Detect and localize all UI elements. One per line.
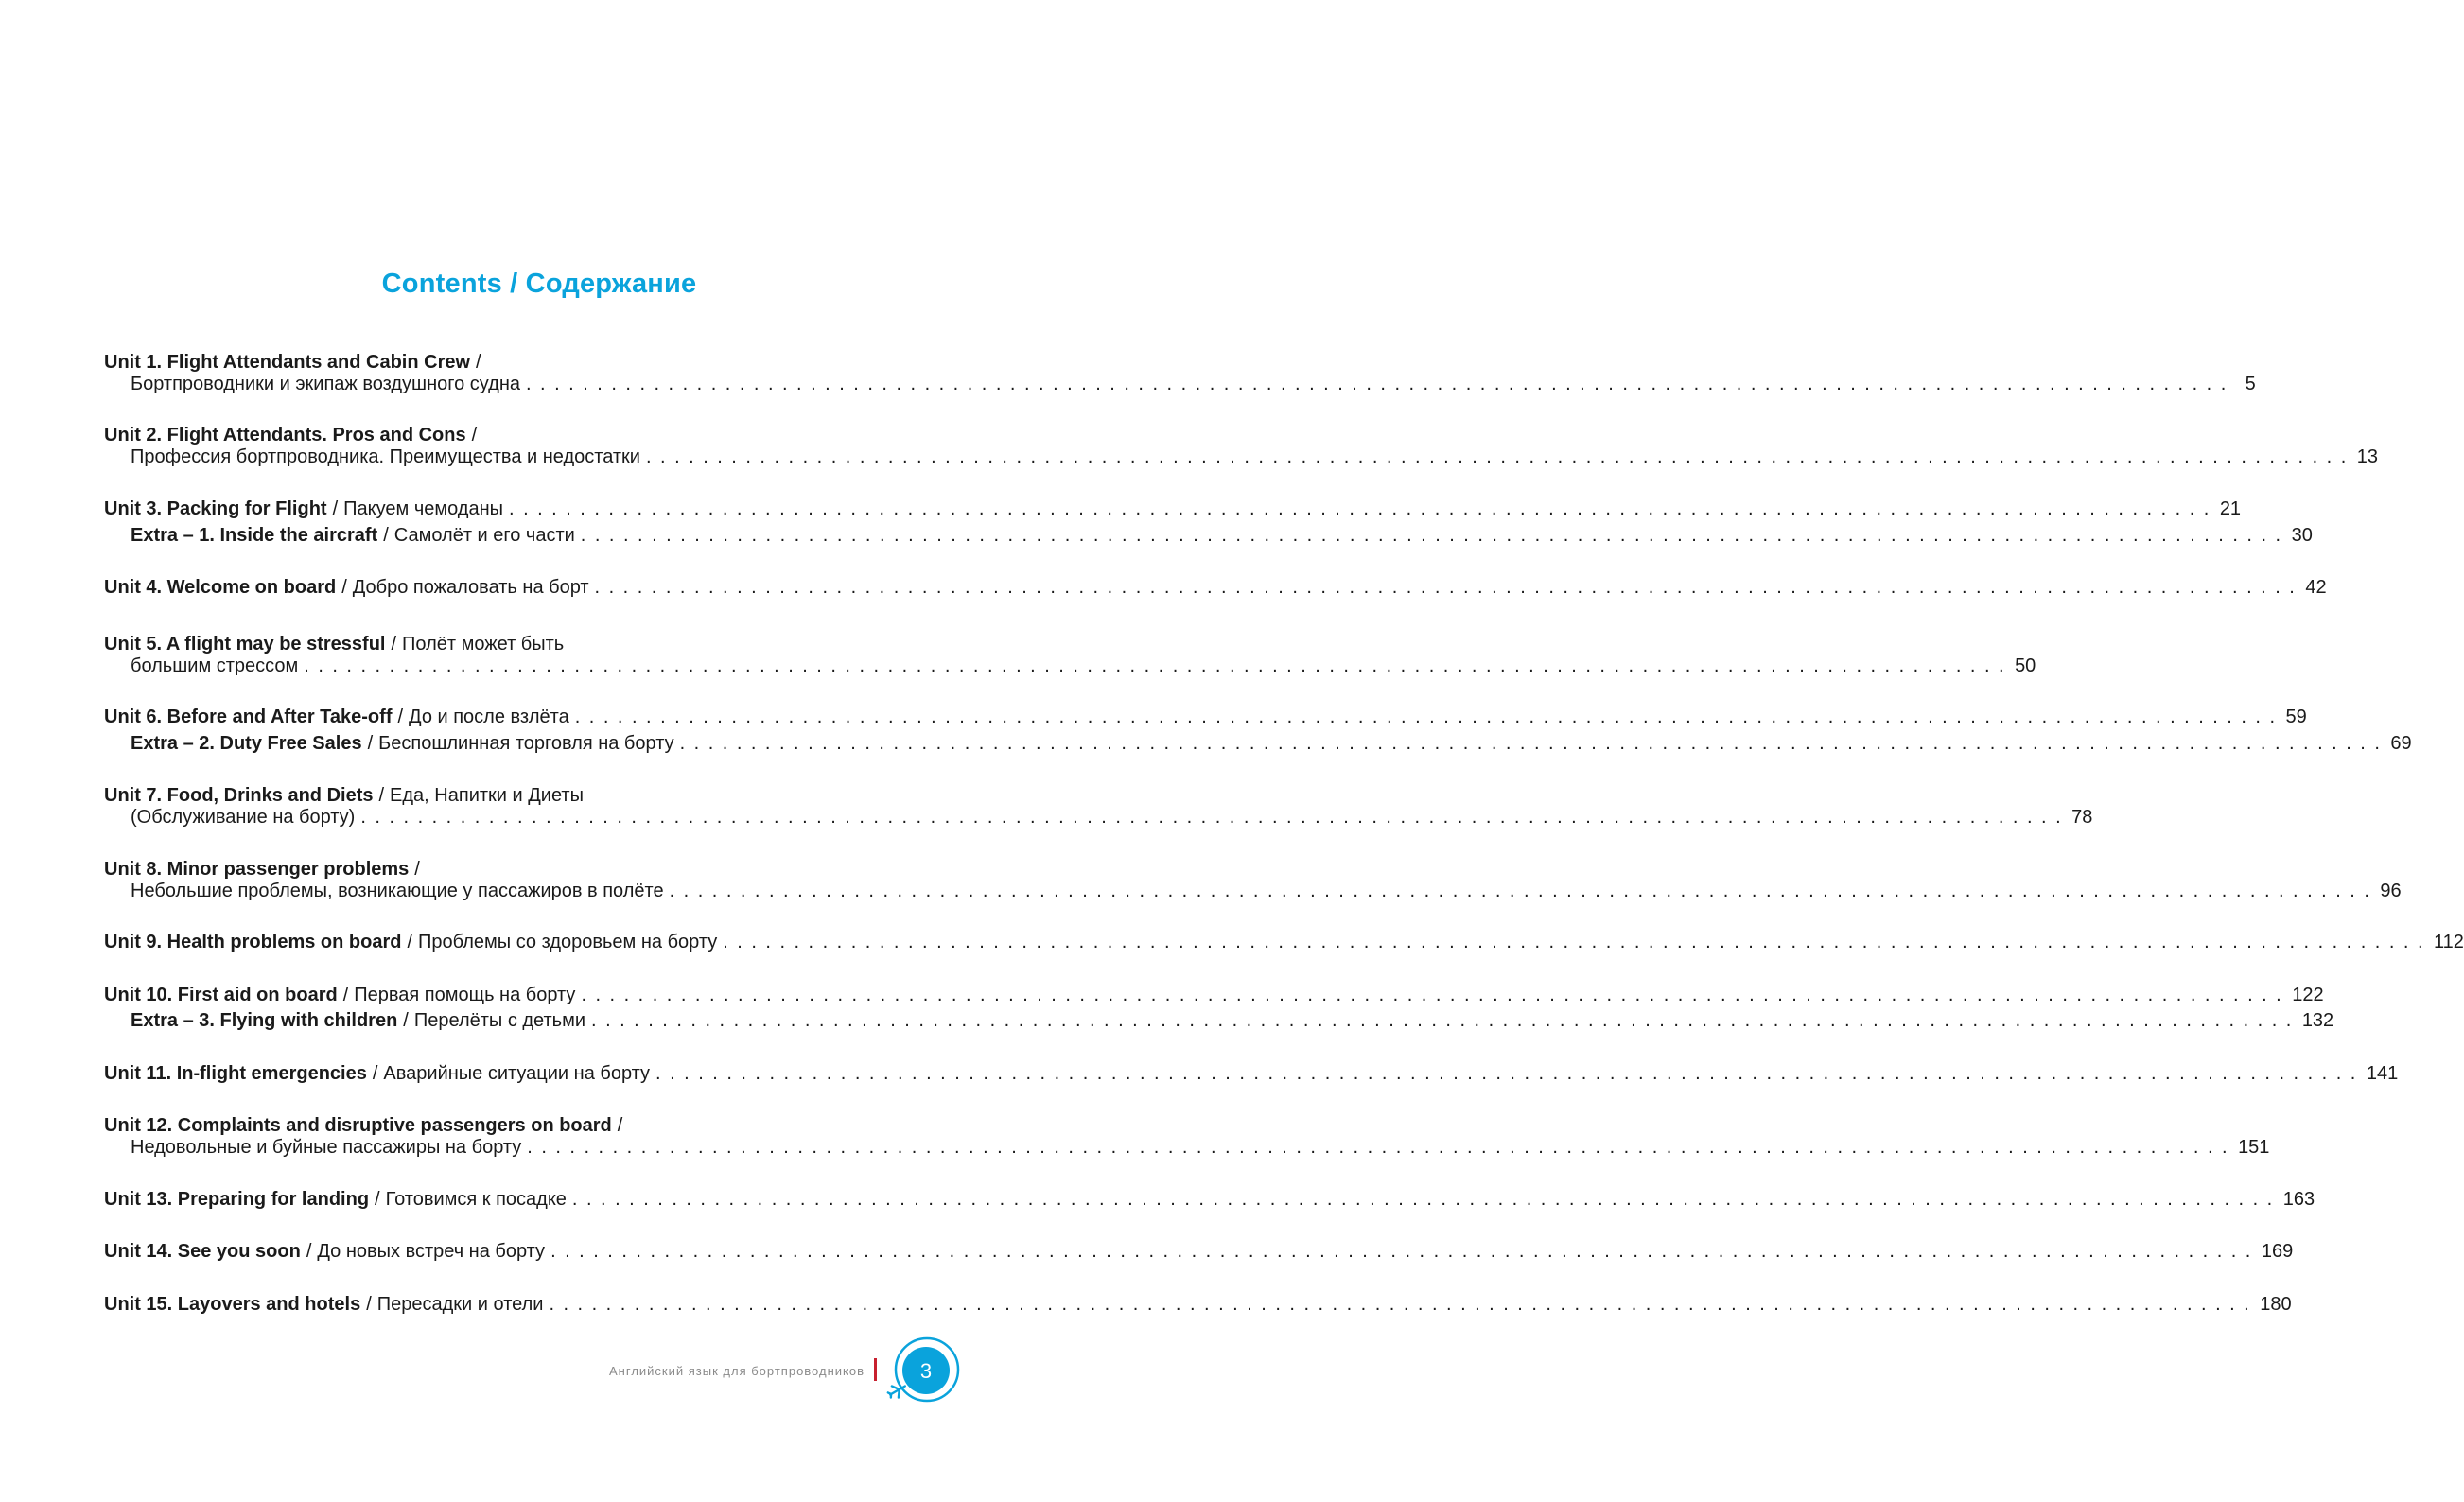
toc-separator: / xyxy=(372,1063,378,1084)
toc-russian-title: Недовольные и буйные пассажиры на борту xyxy=(131,1137,522,1158)
toc-leader-dots: ........................................................................................................................ xyxy=(525,374,2235,394)
toc-leader-dots: ........................................................................................................................ xyxy=(669,881,2379,901)
toc-page-number: 151 xyxy=(2238,1137,2270,1158)
toc-english-title: Unit 3. Packing for Flight xyxy=(104,498,327,519)
toc-russian-title: Небольшие проблемы, возникающие у пассажиров в полёте xyxy=(131,881,664,901)
toc-page-number: 180 xyxy=(2260,1294,2292,1315)
toc-line xyxy=(104,497,2242,521)
toc-separator: / xyxy=(366,1294,372,1315)
toc-leader-dots: ........................................................................................................................ xyxy=(580,525,2290,546)
toc-leader-dots: ........................................................................................................................ xyxy=(594,577,2304,598)
toc-page-number: 96 xyxy=(2380,881,2402,901)
toc-english-title: Unit 5. A flight may be stressful xyxy=(104,634,386,655)
toc-leader-dots: ........................................................................................................................ xyxy=(723,932,2433,952)
toc-page-number: 132 xyxy=(2301,1010,2334,1031)
toc-separator: / xyxy=(378,785,385,806)
toc-page-number: 30 xyxy=(2291,525,2313,546)
toc-line xyxy=(104,983,2324,1007)
toc-english-title: Unit 1. Flight Attendants and Cabin Crew xyxy=(104,352,471,373)
toc-separator: / xyxy=(403,1010,409,1031)
toc-russian-title: До новых встреч на борту xyxy=(317,1241,546,1262)
toc-leader-dots: ........................................................................................................................ xyxy=(591,1010,2300,1031)
toc-page-number: 21 xyxy=(2219,498,2242,519)
toc-russian-title: До и после взлёта xyxy=(409,707,569,727)
toc-line xyxy=(131,731,2412,756)
toc-russian-title: Готовимся к посадке xyxy=(385,1189,567,1210)
toc-separator: / xyxy=(476,352,481,373)
footer-divider-bar xyxy=(874,1358,877,1381)
toc-line xyxy=(104,1061,2399,1086)
footer-book-title: Английский язык для бортпроводников xyxy=(609,1364,865,1378)
toc-line xyxy=(131,523,2313,548)
toc-russian-title: Пересадки и отели xyxy=(376,1294,544,1315)
toc-russian-title: Еда, Напитки и Диеты xyxy=(390,785,584,806)
toc-russian-title: Проблемы со здоровьем на борту xyxy=(418,932,718,952)
toc-line xyxy=(131,1008,2334,1033)
toc-russian-title: Первая помощь на борту xyxy=(354,985,576,1005)
toc-line xyxy=(104,705,2307,729)
toc-russian-title: большим стрессом xyxy=(131,655,299,676)
toc-line xyxy=(131,1135,2270,1160)
toc-line xyxy=(104,1187,2315,1212)
toc-leader-dots: ........................................................................................................................ xyxy=(655,1063,2365,1084)
toc-separator: / xyxy=(414,859,420,880)
toc-russian-title: Аварийные ситуации на борту xyxy=(383,1063,651,1084)
toc-russian-title: Перелёты с детьми xyxy=(413,1010,586,1031)
page-footer xyxy=(586,1358,908,1387)
toc-line xyxy=(131,372,2256,396)
toc-english-title: Unit 12. Complaints and disruptive passengers on board xyxy=(104,1115,612,1136)
toc-separator: / xyxy=(471,425,478,445)
toc-separator: / xyxy=(397,707,404,727)
toc-russian-title: Добро пожаловать на борт xyxy=(352,577,589,598)
page-number: 3 xyxy=(919,1359,933,1383)
toc-page-number: 141 xyxy=(2366,1063,2399,1084)
toc-page-number: 163 xyxy=(2282,1189,2315,1210)
toc-line xyxy=(131,805,2093,830)
toc-english-title: Extra – 2. Duty Free Sales xyxy=(131,733,362,754)
page-number-badge xyxy=(889,1336,961,1407)
toc-line xyxy=(131,879,2402,903)
toc-russian-title: Пакуем чемоданы xyxy=(343,498,504,519)
toc-english-title: Extra – 1. Inside the aircraft xyxy=(131,525,378,546)
toc-russian-title: Полёт может быть xyxy=(402,634,565,655)
toc-page-number: 5 xyxy=(2245,374,2256,394)
toc-line xyxy=(104,575,2327,600)
toc-page-number: 59 xyxy=(2285,707,2307,727)
toc-russian-title: Самолёт и его части xyxy=(393,525,575,546)
toc-separator: / xyxy=(407,932,413,952)
toc-english-title: Unit 14. See you soon xyxy=(104,1241,301,1262)
toc-english-title: Unit 15. Layovers and hotels xyxy=(104,1294,361,1315)
toc-line xyxy=(131,445,2379,469)
toc-line xyxy=(104,1292,2292,1317)
toc-english-title: Unit 9. Health problems on board xyxy=(104,932,402,952)
toc-separator: / xyxy=(383,525,389,546)
toc-english-title: Unit 2. Flight Attendants. Pros and Cons xyxy=(104,425,466,445)
toc-english-title: Unit 10. First aid on board xyxy=(104,985,338,1005)
toc-leader-dots: ........................................................................................................................ xyxy=(581,985,2291,1005)
toc-leader-dots: ........................................................................................................................ xyxy=(645,446,2355,467)
toc-english-title: Unit 7. Food, Drinks and Diets xyxy=(104,785,374,806)
toc-separator: / xyxy=(342,985,349,1005)
toc-separator: / xyxy=(391,634,397,655)
toc-leader-dots: ........................................................................................................................ xyxy=(527,1137,2237,1158)
toc-separator: / xyxy=(306,1241,312,1262)
toc-english-title: Unit 13. Preparing for landing xyxy=(104,1189,370,1210)
toc-russian-title: (Обслуживание на борту) xyxy=(131,807,356,828)
toc-leader-dots: ........................................................................................................................ xyxy=(571,1189,2281,1210)
toc-russian-title: Профессия бортпроводника. Преимущества и недостатки xyxy=(131,446,640,467)
toc-leader-dots: ........................................................................................................................ xyxy=(304,655,2014,676)
page-title: Contents / Содержание xyxy=(381,269,697,299)
toc-page-number: 169 xyxy=(2261,1241,2294,1262)
toc-line xyxy=(131,654,2036,678)
toc-english-title: Unit 11. In-flight emergencies xyxy=(104,1063,367,1084)
toc-separator: / xyxy=(341,577,347,598)
toc-page-number: 112 xyxy=(2434,932,2464,952)
toc-page-number: 42 xyxy=(2305,577,2327,598)
toc-separator: / xyxy=(332,498,339,519)
toc-leader-dots: ........................................................................................................................ xyxy=(679,733,2389,754)
toc-page-number: 122 xyxy=(2292,985,2324,1005)
toc-leader-dots: ........................................................................................................................ xyxy=(550,1241,2260,1262)
toc-page-number: 78 xyxy=(2071,807,2093,828)
toc-russian-title: Беспошлинная торговля на борту xyxy=(378,733,674,754)
toc-separator: / xyxy=(617,1115,623,1136)
toc-separator: / xyxy=(367,733,374,754)
toc-english-title: Unit 8. Minor passenger problems xyxy=(104,859,410,880)
toc-page-number: 50 xyxy=(2015,655,2036,676)
toc-page-number: 69 xyxy=(2390,733,2412,754)
toc-leader-dots: ........................................................................................................................ xyxy=(360,807,2071,828)
toc-leader-dots: ........................................................................................................................ xyxy=(549,1294,2259,1315)
toc-leader-dots: ........................................................................................................................ xyxy=(574,707,2284,727)
toc-english-title: Extra – 3. Flying with children xyxy=(131,1010,398,1031)
toc-separator: / xyxy=(375,1189,380,1210)
toc-russian-title: Бортпроводники и экипаж воздушного судна xyxy=(131,374,520,394)
toc-line xyxy=(104,930,2464,954)
toc-leader-dots: ........................................................................................................................ xyxy=(509,498,2218,519)
toc-page-number: 13 xyxy=(2356,446,2379,467)
toc-english-title: Unit 4. Welcome on board xyxy=(104,577,337,598)
toc-english-title: Unit 6. Before and After Take-off xyxy=(104,707,393,727)
toc-line xyxy=(104,1239,2294,1264)
